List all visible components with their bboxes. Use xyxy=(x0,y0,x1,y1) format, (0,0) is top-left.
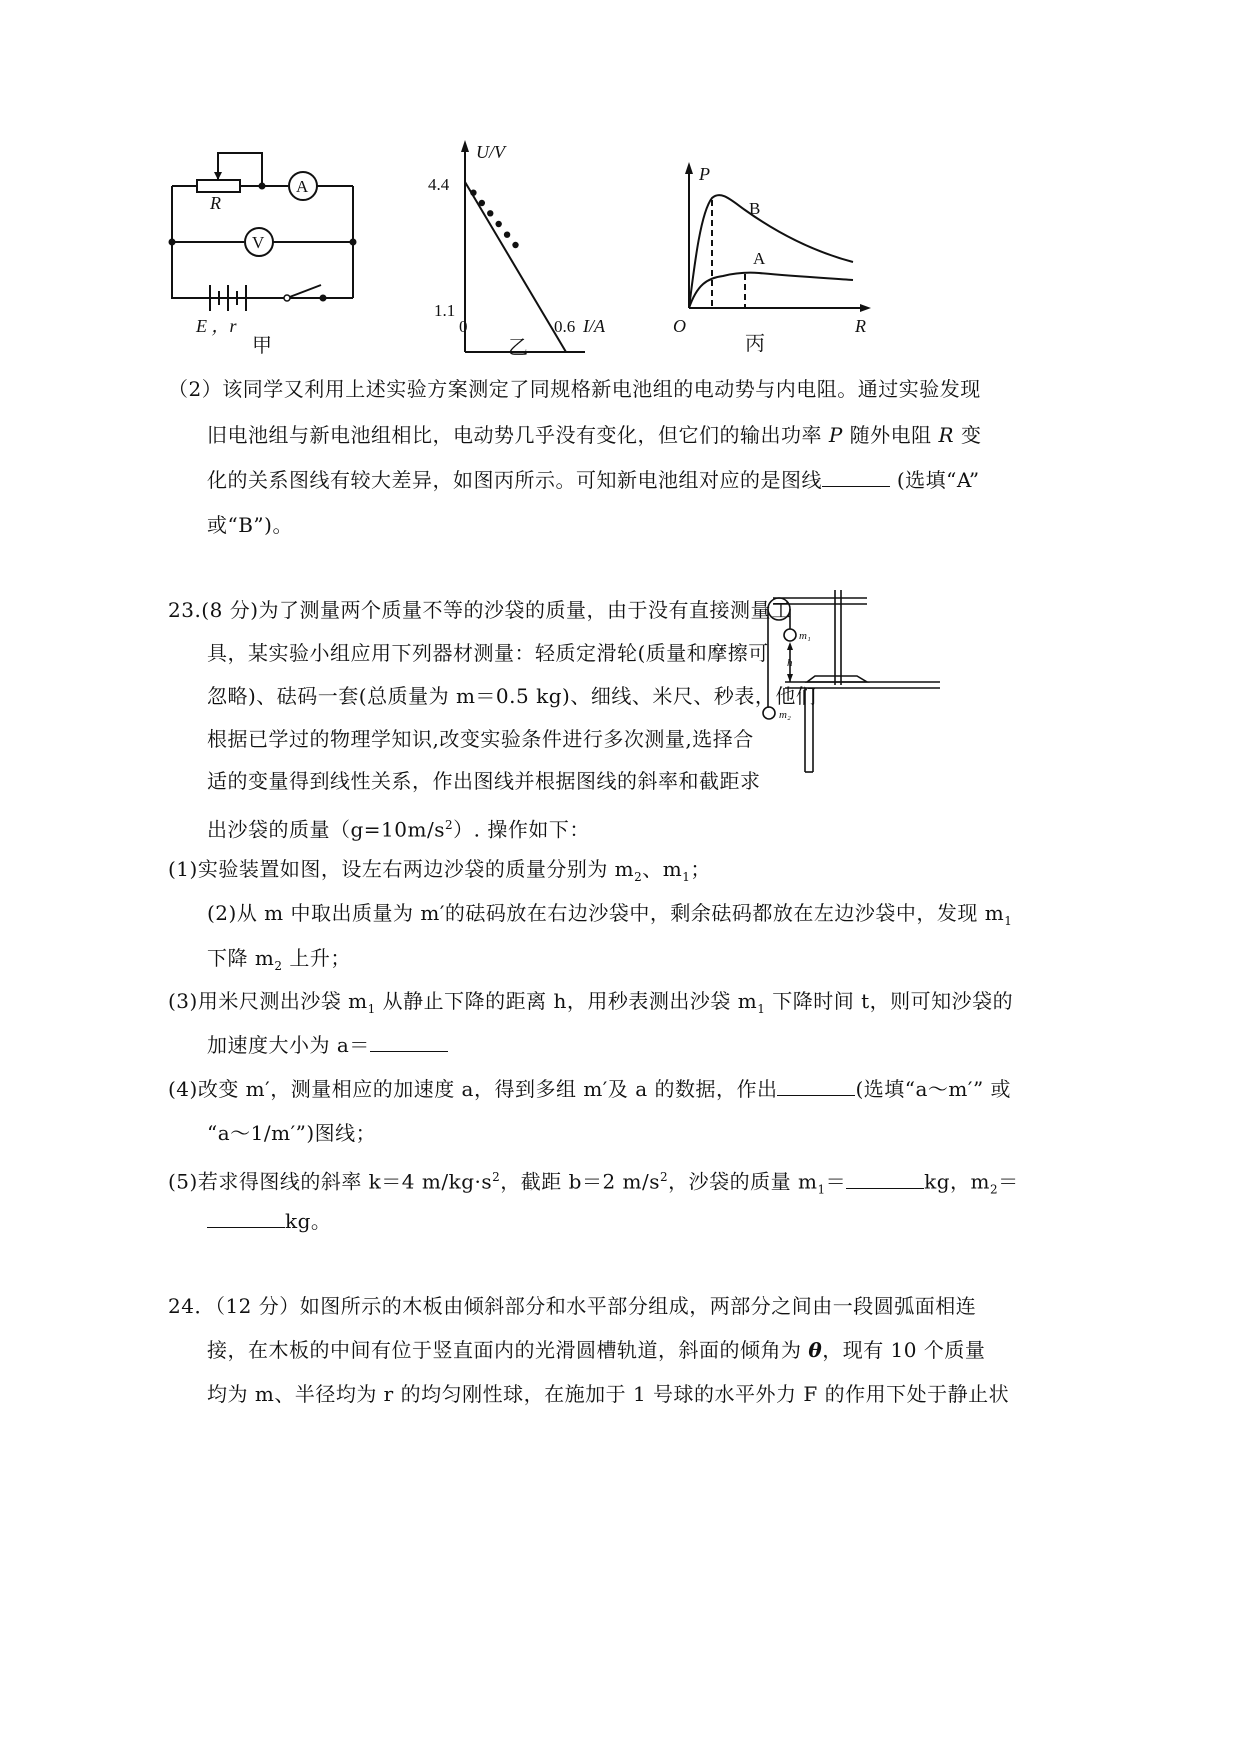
y-axis-label: U/V xyxy=(476,142,505,162)
data-point-6 xyxy=(512,242,518,248)
mass-label-m2: m₂ xyxy=(779,709,791,721)
y-axis-label: P xyxy=(699,164,710,184)
q23-line-5: 适的变量得到线性关系，作出图线并根据图线的斜率和截距求 xyxy=(207,769,761,793)
q24-line-1: 24．（12 分）如图所示的木板由倾斜部分和水平部分组成，两部分之间由一段圆弧面相连 xyxy=(168,1294,977,1318)
origin-label: O xyxy=(673,316,686,336)
q23-line-1: 23.(8 分)为了测量两个质量不等的沙袋的质量，由于没有直接测量工 xyxy=(168,598,792,622)
x-tick-origin: 0 xyxy=(459,317,468,336)
q22-line-1: （2）该同学又利用上述实验方案测定了同规格新电池组的电动势与内电阻。通过实验发现 xyxy=(168,377,981,401)
curve-a-label: A xyxy=(753,249,766,268)
data-point-5 xyxy=(504,231,510,237)
curve-b xyxy=(689,195,853,308)
q23-line-6: 出沙袋的质量$(g=10m/s^2)$. 操作如下： xyxy=(207,817,590,842)
data-point-1 xyxy=(470,189,476,195)
pr-graph-figure-bing xyxy=(665,160,880,360)
q23-step-3: (3)用米尺测出沙袋 $m_1$ 从静止下降的距离 h，用秒表测出沙袋 $m_1$ 下降时间 t，则可知沙袋的 xyxy=(168,989,1014,1016)
x-tick-end: 0.6 xyxy=(554,317,576,336)
y-tick-bottom: 1.1 xyxy=(434,301,456,320)
q23-line-2: 具，某实验小组应用下列器材测量：轻质定滑轮(质量和摩擦可 xyxy=(207,641,769,665)
answer-blank-acceleration[interactable] xyxy=(370,1033,448,1052)
q22-line-3: 化的关系图线有较大差异，如图丙所示。可知新电池组对应的是图线 (选填“A” xyxy=(207,468,980,492)
x-axis-label: R xyxy=(855,316,866,336)
caption-yi: 乙 xyxy=(508,337,528,359)
q23-step-4-cont: “a～1/m′”)图线； xyxy=(207,1121,377,1145)
q23-step-5: (5)若求得图线的斜率 k＝4 $m/kg\cdot s^2$，截距 b＝2 $m/s^2$，沙袋的质量 $m_1=$ kg，$m_2=$ xyxy=(168,1169,1019,1197)
battery-label: E ，r xyxy=(196,316,237,336)
q23-step-5-cont: kg。 xyxy=(207,1207,331,1235)
q24-line-3: 均为 m、半径均为 r 的均匀刚性球，在施加于 1 号球的水平外力 F 的作用下处于静止状 xyxy=(207,1382,1010,1406)
q23-step-1: (1)实验装置如图，设左右两边沙袋的质量分别为 $m_2$、$m_1$； xyxy=(168,857,711,884)
data-point-3 xyxy=(487,210,493,216)
q23-line-3: 忽略)、砝码一套(总质量为 m＝0.5 kg)、细线、米尺、秒表，他们 xyxy=(207,684,817,708)
q23-line-4: 根据已学过的物理学知识,改变实验条件进行多次测量,选择合 xyxy=(207,727,754,751)
q22-line-2: 旧电池组与新电池组相比，电动势几乎没有变化，但它们的输出功率 P 随外电阻 R 变 xyxy=(207,423,982,447)
answer-blank-m2[interactable] xyxy=(207,1209,285,1228)
mass-label-m1: m₁ xyxy=(799,630,811,642)
data-point-4 xyxy=(495,221,501,227)
fit-line xyxy=(465,182,566,352)
height-label-h: h xyxy=(787,657,793,669)
answer-blank-graph-choice[interactable] xyxy=(777,1077,855,1096)
caption-jia: 甲 xyxy=(252,335,272,357)
curve-b-label: B xyxy=(749,199,761,218)
x-axis-label: I/A xyxy=(583,316,605,336)
voltmeter-label: V xyxy=(252,233,265,252)
ui-graph-figure-yi xyxy=(420,140,680,405)
data-point-2 xyxy=(479,200,485,206)
answer-blank-m1[interactable] xyxy=(846,1170,924,1189)
q23-step-2: (2)从 m 中取出质量为 m′的砝码放在右边沙袋中，剩余砝码都放在左边沙袋中，发现 $m_1$ xyxy=(207,901,1013,928)
q23-step-2-cont: 下降 $m_2$ 上升； xyxy=(207,946,351,973)
caption-bing: 丙 xyxy=(745,333,765,355)
rheostat-label: R xyxy=(210,193,221,213)
answer-blank-q22[interactable] xyxy=(822,468,890,487)
y-tick-top: 4.4 xyxy=(428,175,450,194)
q23-step-4: (4)改变 m′，测量相应的加速度 a，得到多组 m′及 a 的数据，作出 (选填“a～m′” 或 xyxy=(168,1077,1012,1101)
q23-step-3-cont: 加速度大小为 a＝ xyxy=(207,1031,448,1059)
q22-line-4: 或“B”)。 xyxy=(207,513,293,537)
ammeter-label: A xyxy=(296,177,309,196)
curve-a xyxy=(689,273,853,308)
q24-line-2: 接，在木板的中间有位于竖直面内的光滑圆槽轨道，斜面的倾角为 θ，现有 10 个质量 xyxy=(207,1338,986,1362)
circuit-figure-jia xyxy=(160,145,410,400)
